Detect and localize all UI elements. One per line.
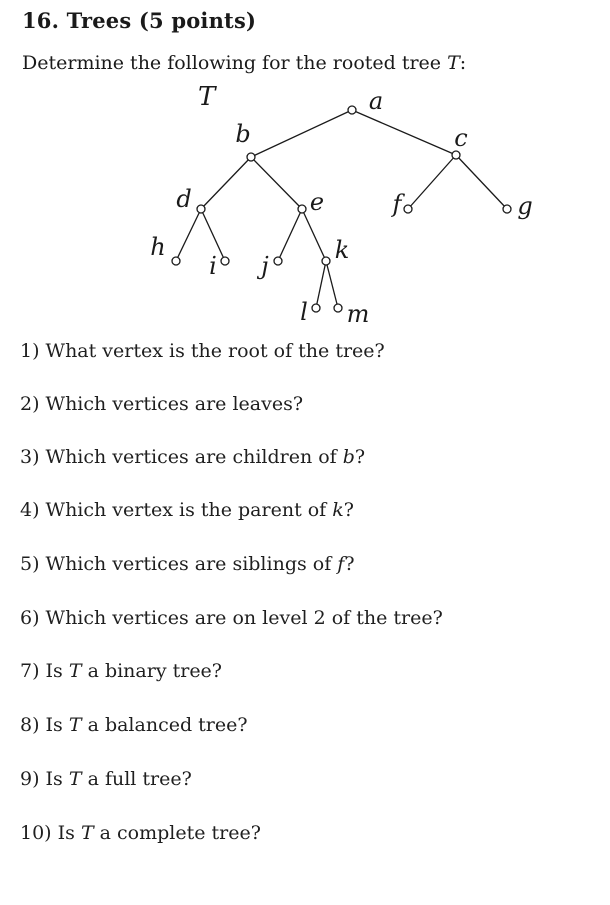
question-text: 2) Which vertices are leaves? (20, 393, 304, 415)
tree-edge-a-b (251, 110, 352, 157)
question-suffix: a binary tree? (81, 660, 222, 682)
tree-labels (150, 87, 532, 328)
question-9 (20, 768, 192, 790)
question-suffix: ? (344, 553, 355, 575)
question-var: k (332, 499, 344, 521)
tree-node-l (312, 304, 320, 312)
tree-node-i (221, 257, 229, 265)
intro-prefix: Determine the following for the rooted tree (22, 52, 448, 74)
tree-label-j: j (261, 252, 269, 280)
tree-label-c: c (454, 124, 468, 152)
tree-edge-e-k (302, 209, 326, 261)
tree-edge-a-c (352, 110, 456, 155)
question-3 (20, 446, 365, 468)
tree-node-e (298, 205, 306, 213)
tree-node-h (172, 257, 180, 265)
tree-node-j (274, 257, 282, 265)
tree-node-c (452, 151, 460, 159)
question-text: 8) Is (20, 714, 69, 736)
tree-edge-e-j (278, 209, 302, 261)
tree-node-b (247, 153, 255, 161)
question-suffix: a complete tree? (93, 822, 261, 844)
tree-label-l: l (300, 298, 308, 326)
tree-edge-b-d (201, 157, 251, 209)
question-suffix: ? (343, 499, 354, 521)
question-10 (20, 822, 261, 844)
question-var: T (68, 768, 82, 790)
question-text: 9) Is (20, 768, 69, 790)
tree-edge-b-e (251, 157, 302, 209)
page-heading: 16. Trees (5 points) (22, 8, 257, 33)
tree-label-e: e (309, 188, 325, 216)
intro-suffix: : (459, 52, 467, 74)
tree-label-b: b (235, 120, 251, 148)
tree-node-k (322, 257, 330, 265)
intro-var: T (447, 52, 460, 74)
tree-label-d: d (176, 185, 192, 213)
tree-diagram (0, 0, 610, 340)
tree-edge-k-m (326, 261, 338, 308)
question-var: T (80, 822, 94, 844)
question-var: T (68, 660, 82, 682)
question-7 (20, 660, 222, 682)
question-2 (20, 393, 303, 415)
tree-node-f (404, 205, 412, 213)
tree-node-a (348, 106, 356, 114)
question-var: b (342, 446, 355, 468)
question-text: 10) Is (20, 822, 81, 844)
tree-node-d (197, 205, 205, 213)
question-text: 5) Which vertices are siblings of (20, 553, 338, 575)
tree-label-k: k (334, 236, 350, 264)
question-text: 4) Which vertex is the parent of (20, 499, 333, 521)
tree-edge-c-f (408, 155, 456, 209)
question-suffix: a full tree? (81, 768, 192, 790)
tree-title: T (198, 82, 216, 112)
tree-edge-d-h (176, 209, 201, 261)
question-4 (20, 499, 354, 521)
tree-node-g (503, 205, 511, 213)
tree-label-a: a (368, 87, 384, 115)
question-1 (20, 340, 385, 362)
tree-edge-c-g (456, 155, 507, 209)
question-var: T (68, 714, 82, 736)
tree-label-g: g (517, 192, 533, 220)
tree-label-f: f (392, 190, 402, 218)
tree-label-h: h (150, 233, 166, 261)
question-8 (20, 714, 248, 736)
tree-edge-k-l (316, 261, 326, 308)
tree-node-m (334, 304, 342, 312)
question-5 (20, 553, 355, 575)
tree-label-i: i (209, 252, 217, 280)
question-suffix: ? (354, 446, 366, 468)
question-text: 7) Is (20, 660, 69, 682)
question-text: 6) Which vertices are on level 2 of the tree? (20, 607, 443, 629)
question-6 (20, 607, 443, 629)
question-var: f (337, 553, 345, 575)
question-text: 1) What vertex is the root of the tree? (20, 340, 385, 362)
question-text: 3) Which vertices are children of (20, 446, 343, 468)
tree-label-m: m (346, 300, 370, 328)
question-suffix: a balanced tree? (81, 714, 248, 736)
